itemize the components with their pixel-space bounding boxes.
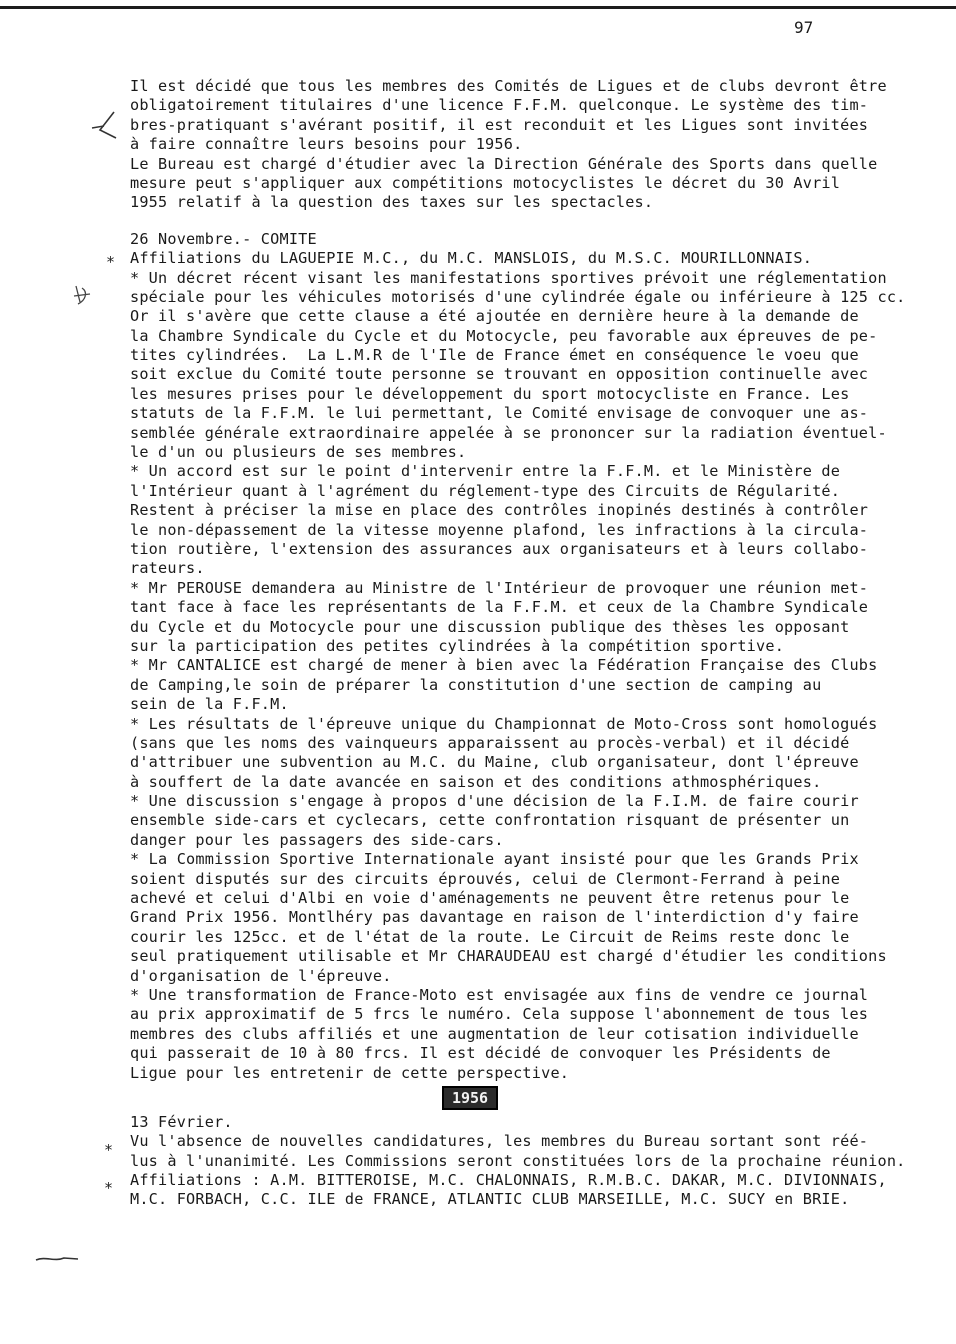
text-line: à faire connaître leurs besoins pour 1956. <box>130 135 523 154</box>
text-line: rateurs. <box>130 559 205 578</box>
year-divider <box>130 1083 930 1113</box>
text-line: seul pratiquement utilisable et Mr CHARAUDEAU est chargé d'étudier les conditions <box>130 947 887 966</box>
text-line: de Camping,le soin de préparer la constitution d'une section de camping au <box>130 675 822 694</box>
section-heading: 26 Novembre.- COMITE <box>130 229 317 248</box>
text-line: (sans que les noms des vainqueurs apparaissent au procès-verbal) et il décidé <box>130 733 850 752</box>
text-line: * Les résultats de l'épreuve unique du Championnat de Moto-Cross sont homologués <box>130 714 878 733</box>
text-line: Affiliations du LAGUEPIE M.C., du M.C. MANSLOIS, du M.S.C. MOURILLONNAIS. <box>130 249 813 268</box>
text-line: * La Commission Sportive Internationale ayant insisté pour que les Grands Prix <box>130 850 859 869</box>
text-line: le d'un ou plusieurs de ses membres. <box>130 443 467 462</box>
top-rule <box>0 6 956 9</box>
section-26-novembre <box>130 230 930 1083</box>
text-line: sein de la F.F.M. <box>130 695 289 714</box>
text-line: à souffert de la date avancée en saison et des conditions athmosphériques. <box>130 772 822 791</box>
text-line: Le Bureau est chargé d'étudier avec la Direction Générale des Sports dans quelle <box>130 154 878 173</box>
text-line: lus à l'unanimité. Les Commissions seront constituées lors de la prochaine réunion. <box>130 1151 906 1170</box>
text-line: courir les 125cc. et de l'état de la route. Le Circuit de Reims reste donc le <box>130 927 850 946</box>
text-line: Vu l'absence de nouvelles candidatures, les membres du Bureau sortant sont réé- <box>130 1132 869 1151</box>
text-line: l'Intérieur quant à l'agrément du réglement-type des Circuits de Régularité. <box>130 481 841 500</box>
page-number: 97 <box>794 18 814 37</box>
text-line: * Une transformation de France-Moto est envisagée aux fins de vendre ce journal <box>130 985 869 1004</box>
text-line: * Un décret récent visant les manifestations sportives prévoit une réglementation <box>130 268 887 287</box>
text-line: obligatoirement titulaires d'une licence F.F.M. quelconque. Le système des tim- <box>130 96 869 115</box>
margin-underline-mark-icon <box>34 1250 84 1266</box>
text-line: semblée générale extraordinaire appelée à se prononcer sur la radiation éventuel- <box>130 423 887 442</box>
text-line: achevé et celui d'Albi en voie d'aménagements ne peuvent être retenus pour le <box>130 889 850 908</box>
text-line: Affiliations : A.M. BITTEROISE, M.C. CHALONNAIS, R.M.B.C. DAKAR, M.C. DIVIONNAIS, <box>130 1171 887 1190</box>
year-badge: 1956 <box>442 1086 498 1110</box>
text-line: Ligue pour les entretenir de cette perspective. <box>130 1063 570 1082</box>
margin-asterisk: * <box>104 1141 114 1159</box>
text-line: ensemble side-cars et cyclecars, cette confrontation risquant de présenter un <box>130 811 850 830</box>
text-line: statuts de la F.F.M. le lui permettant, le Comité envisage de convoquer une as- <box>130 404 869 423</box>
text-line: Il est décidé que tous les membres des Comités de Ligues et de clubs devront être <box>130 77 887 95</box>
document-body <box>130 77 930 1210</box>
text-line: au prix approximatif de 5 frcs le numéro. Cela suppose l'abonnement de tous les <box>130 1005 869 1024</box>
margin-pencil-mark-icon <box>86 108 126 148</box>
paragraph-ffm-licences <box>130 77 930 213</box>
text-line: tites cylindrées. La L.M.R de l'Ile de France émet en conséquence le voeu que <box>130 346 859 365</box>
text-line: tion routière, l'extension des assurances aux organisateurs et à leurs collabo- <box>130 539 869 558</box>
text-line: spéciale pour les véhicules motorisés d'une cylindrée égale ou inférieure à 125 cc. <box>130 287 906 306</box>
text-line: tant face à face les représentants de la F.F.M. et ceux de la Chambre Syndicale <box>130 598 869 617</box>
margin-asterisk: * <box>104 1179 114 1197</box>
text-line: membres des clubs affiliés et une augmentation de leur cotisation individuelle <box>130 1024 859 1043</box>
text-line: M.C. FORBACH, C.C. ILE de FRANCE, ATLANTIC CLUB MARSEILLE, M.C. SUCY en BRIE. <box>130 1190 850 1209</box>
text-line: sur la participation des petites cylindrées à la compétition sportive. <box>130 636 785 655</box>
text-line: du Cycle et du Motocycle pour une discussion publique des thèses les opposant <box>130 617 850 636</box>
spacer <box>130 213 930 230</box>
text-line: * Une discussion s'engage à propos d'une décision de la F.I.M. de faire courir <box>130 792 859 811</box>
text-line: soit exclue du Comité toute personne se trouvant en opposition continuelle avec <box>130 365 869 384</box>
section-13-fevrier <box>130 1113 930 1210</box>
text-line: d'attribuer une subvention au M.C. du Maine, club organisateur, dont l'épreuve <box>130 753 859 772</box>
text-line: le non-dépassement de la vitesse moyenne plafond, les infractions à la circula- <box>130 520 869 539</box>
text-line: bres-pratiquant s'avérant positif, il est reconduit et les Ligues sont invitées <box>130 115 869 134</box>
text-line: * Mr PEROUSE demandera au Ministre de l'Intérieur de provoquer une réunion met- <box>130 578 869 597</box>
text-line: mesure peut s'appliquer aux compétitions motocyclistes le décret du 30 Avril <box>130 173 841 192</box>
margin-signature-mark-icon <box>68 282 98 312</box>
text-line: Or il s'avère que cette clause a été ajoutée en dernière heure à la demande de <box>130 307 859 326</box>
margin-asterisk: * <box>106 253 116 271</box>
text-line: 1955 relatif à la question des taxes sur les spectacles. <box>130 193 654 212</box>
text-line: Grand Prix 1956. Montlhéry pas davantage en raison de l'interdiction d'y faire <box>130 908 859 927</box>
text-line: Restent à préciser la mise en place des contrôles inopinés destinés à contrôler <box>130 501 869 520</box>
text-line: * Mr CANTALICE est chargé de mener à bien avec la Fédération Française des Clubs <box>130 656 878 675</box>
text-line: d'organisation de l'épreuve. <box>130 966 392 985</box>
text-line: danger pour les passagers des side-cars. <box>130 830 504 849</box>
text-line: la Chambre Syndicale du Cycle et du Motocycle, peu favorable aux épreuves de pe- <box>130 326 878 345</box>
text-line: soient disputés sur des circuits éprouvés, celui de Clermont-Ferrand à peine <box>130 869 841 888</box>
text-line: les mesures prises pour le développement du sport motocycliste en France. Les <box>130 384 850 403</box>
section-heading: 13 Février. <box>130 1112 233 1131</box>
text-line: qui passerait de 10 à 80 frcs. Il est décidé de convoquer les Présidents de <box>130 1044 831 1063</box>
text-line: * Un accord est sur le point d'intervenir entre la F.F.M. et le Ministère de <box>130 462 841 481</box>
